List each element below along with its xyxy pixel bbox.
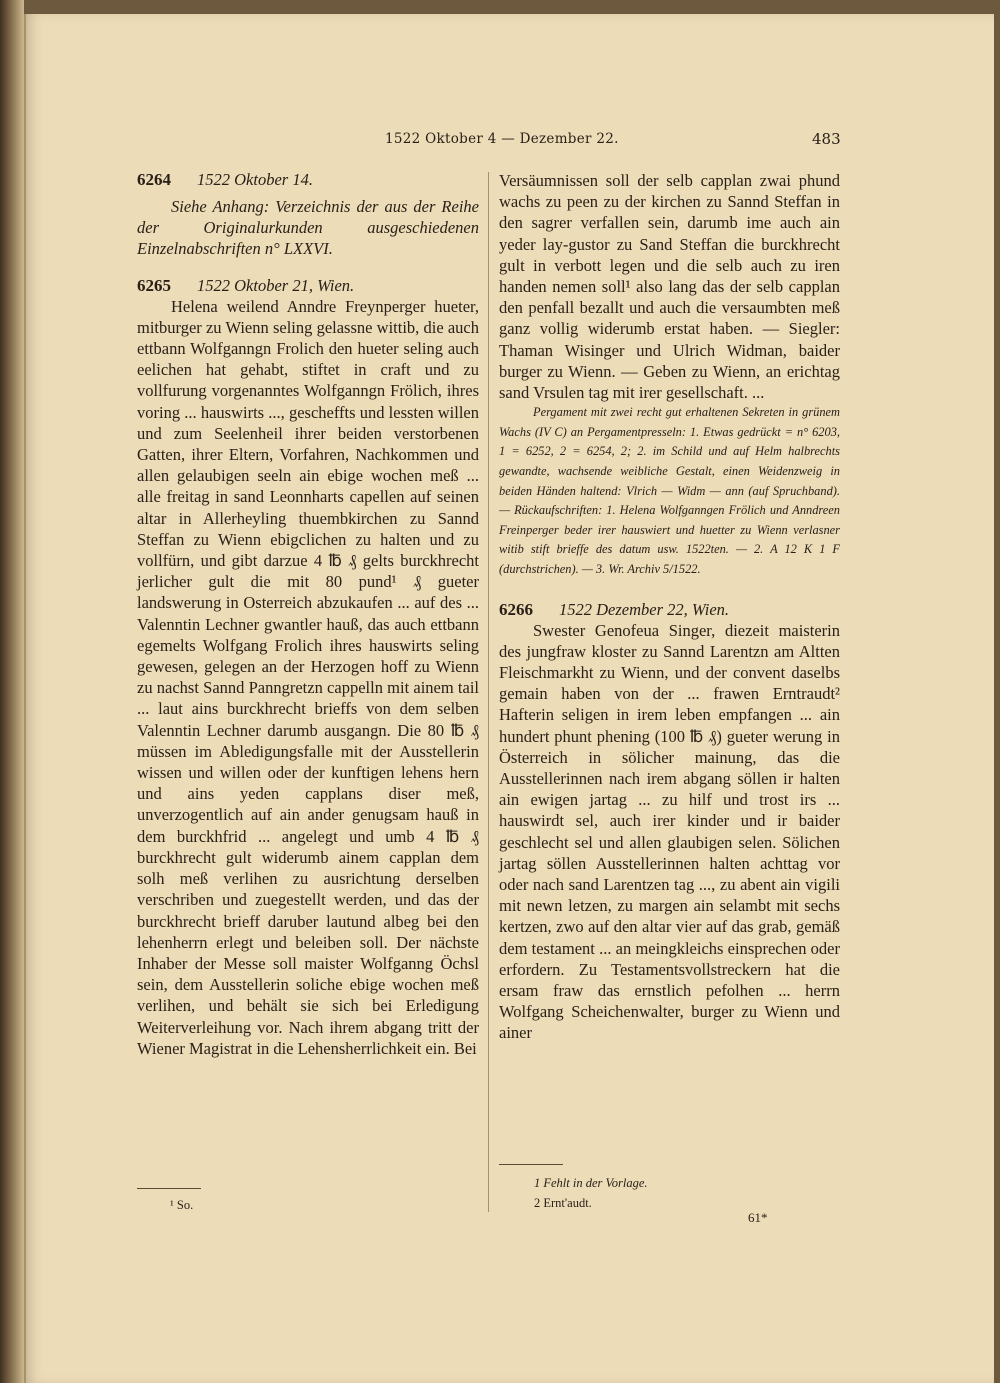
entry-6266-heading (499, 600, 840, 620)
book-spine-shadow (0, 0, 24, 1383)
entry-6266-text: Swester Genofeua Singer, diezeit maisterin des jungfraw kloster zu Sannd Larentzn am Altten Fleischmarkht zu Wienn, und der convent daselbs gemain haben von der ... frawen Erntraudt² Hafterin seligen in irem leben empfangen ... ain hundert phunt phening (100 ℔ ₰) gueter werung in Österreich in sölicher mainung, das die Ausstellerinnen nach irem abgang söllen ir halten ain ewigen jartag ... zu hilf und trost irs ... hauswirdt sel, auch irer kinder und ir baider geschlecht sel und allen glaubigen selen. Sölichen jartag söllen Ausstellerinnen halten achttag vor oder nach sand Larentzen tag ..., zu abent ain vigili mit newn letzen, zu margen ain selambt mit sechs kertzen, zwo auf den altar vier auf das grab, gemäß dem testament ... an meingkleichs einsprechen oder erfordern. Zu Testamentsvollstreckern hat die ersam fraw das ernstlich pefolhen ... herrn Wolfgang Scheichenwalter, burger zu Wienn und ainer (499, 620, 840, 1043)
entry-6265-archival-note: Pergament mit zwei recht gut erhaltenen Sekreten in grünem Wachs (IV C) an Pergamentpresseln: 1. Etwas gedrückt = n° 6203, 1 = 6252, 2 = 6254, 2; 2. im Schild und auf Helm halbrechts gewandte, wachsende weibliche Gestalt, einen Weidenzweig in beiden Händen haltend: Vlrich — Widm — ann (auf Spruchband). — Rückaufschriften: 1. Helena Wolfganngen Frölich und Anndreen Freinperger beder irer hauswiert und huetter zu Wienn verlasner witib stift brieffe des datum usw. 1522ten. — 2. A 12 K 1 F (durchstrichen). — 3. Wr. Archiv 5/1522. (499, 405, 840, 576)
footnote-rule (137, 1188, 201, 1189)
footnote-right-2: 2 Ernt'audt. (534, 1196, 592, 1210)
footnote-left: ¹ So. (170, 1198, 194, 1212)
entry-6265-heading (137, 276, 479, 296)
right-column (499, 170, 840, 1044)
entry-number: 6266 (499, 599, 533, 619)
entry-date: 1522 Oktober 21, Wien. (197, 275, 355, 295)
entry-6265-continuation: Versäumnissen soll der selb capplan zwai phund wachs zu peen zu der kirchen zu Sannd Steffan in den sagrer verfallen sein, darumb ime auch ain yeder lay-gustor zu Sand Steffan die burckhrecht gult in verbott legen und die selb auch zu iren handen nemen soll¹ also lang das der selb capplan den penfall bezallt und auch die versaumbten meß ganz vollig widerumb erstat haben. — Siegler: Thaman Wisinger und Ulrich Widman, baider burger zu Wienn. — Geben zu Wienn, an erichtag sand Vrsulen tag mit irer gesellschaft. ... (499, 171, 840, 403)
page-number: 483 (812, 130, 841, 148)
entry-number: 6265 (137, 275, 171, 295)
entry-6264-text: Siehe Anhang: Verzeichnis der aus der Reihe der Originalurkunden ausgeschiedenen Einzelnabschriften n° LXXVI. (137, 197, 479, 259)
column-divider (488, 172, 489, 1212)
entry-6265-text: Helena weilend Anndre Freynperger hueter, mitburger zu Wienn seling gelassne wittib, die auch ettbann Wolfganngn Frolich den hueter seling auch eelichen hat gehabt, stiftet in craft und zu vollfurung vorgenanntes Wolfganngn Frölich, ihres voring ... hauswirts ..., gescheffts und lessten willen und zum Seelenheil ihrer beiden verstorbenen Gatten, ihrer Eltern, Vorfahren, Nachkommen und allen gelaubigen seeln ain ebige wochen meß ... alle freitag in sand Leonnharts capellen auf seinen altar in Allerheyling thuembkirchen zu Sannd Steffan zu Wienn ebigclichen zu halten und zu vollfürn, und gibt darzue 4 ℔ ₰ gelts burckhrecht jerlicher gult die mit 80 pund¹ ₰ gueter landswerung in Osterreich abzukaufen ... auf des ... Valenntin Lechner gwantler hauß, das auch ettbann egemelts Wolfgang Frolich ihres hauswirts seling gewesen, gelegen an der Herzogen hoff zu Wienn zu nachst Sannd Panngretzn cappelln mit ainem tail ... laut ains burckhrecht brieffs von dem selben Valenntin Lechner darumb ausgangn. Die 80 ℔ ₰ müssen im Abledigungsfalle mit der Ausstellerin wissen und willen oder der kunftigen lehens hern und ains yeden capplans diser meß, unverzogentlich auf ain ander genugsam hauß in dem burckhfrid ... angelegt und umb 4 ℔ ₰ burckhrecht gult widerumb ainem capplan dem solh meß verlihen zu ausrichtung derselben verschriben und zuegestellt werden, und das der burckhrecht brieff daruber lautund albeg bei den lehenherrn erlegt und beleiben soll. Der nächste Inhaber der Messe soll maister Wolfganng Öchsl sein, dem Ausstellerin soliche ebige wochen meß verlihen, und behält sie sich bei Erledigung Weiterverleihung vor. Nach ihrem abgang tritt der Wiener Magistrat in die Lehensherrlichkeit ein. Bei (137, 296, 479, 1058)
entry-date: 1522 Dezember 22, Wien. (559, 599, 730, 619)
entry-number: 6264 (137, 170, 171, 189)
footnote-rule (499, 1164, 563, 1165)
footnote-right-1: 1 Fehlt in der Vorlage. (534, 1176, 648, 1190)
left-column (137, 170, 479, 1059)
entry-6264-heading (137, 170, 479, 190)
running-head: 1522 Oktober 4 — Dezember 22. (385, 131, 619, 147)
entry-date: 1522 Oktober 14. (197, 170, 313, 189)
signature-mark: 61* (748, 1210, 768, 1225)
